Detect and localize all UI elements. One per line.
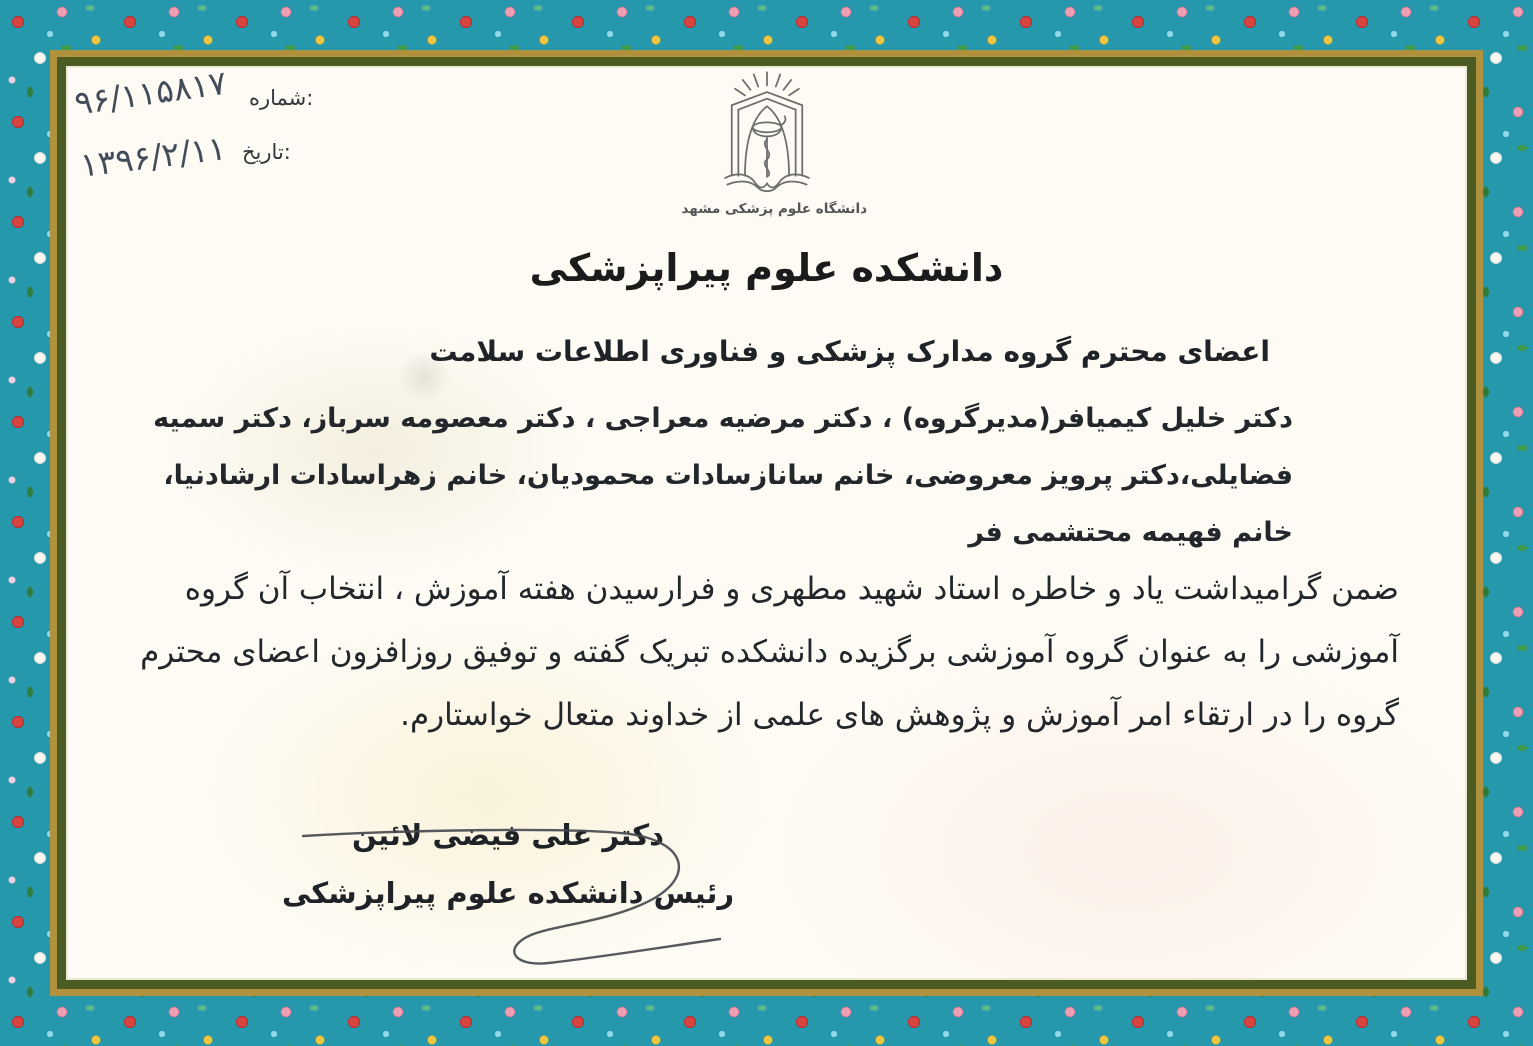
handwritten-letter-number: ۹۶/۱۱۵۸۱۷ — [72, 62, 229, 123]
date-label: تاریخ: — [242, 140, 291, 164]
signatory-title: رئیس دانشکده علوم پیراپزشکی — [281, 876, 735, 910]
handwritten-date: ۱۳۹۶/۲/۱۱ — [78, 128, 228, 185]
recipient-heading: اعضای محترم گروه مدارک پزشکی و فناوری اطلاعات سلامت — [429, 335, 1270, 368]
letter-paper — [68, 62, 1465, 978]
signatory-name: دکتر علی فیضی لائین — [351, 818, 665, 852]
body-paragraph: ضمن گرامیداشت یاد و خاطره استاد شهید مطهری و فرارسیدن هفته آموزش ، انتخاب آن گروه آموزشی را به عنوان گروه آموزشی برگزیده دانشکده تبریک گفته و توفیق روزافزون اعضای محترم گروه را در ارتقاء امر آموزش و پژوهش های علمی از خداوند متعال خواستارم. — [140, 571, 1399, 733]
university-logo — [681, 70, 867, 217]
number-label: شماره: — [249, 86, 314, 110]
logo-caption: دانشگاه علوم پزشکی مشهد — [681, 201, 867, 217]
signature-block — [248, 806, 768, 922]
faculty-title: دانشکده علوم پیراپزشکی — [529, 246, 1004, 290]
recipient-names: دکتر خلیل کیمیافر(مدیرگروه) ، دکتر مرضیه معراجی ، دکتر معصومه سرباز، دکتر سمیه فضایلی،دکتر پرویز معروضی، خانم سانازسادات محمودیان، خانم زهراسادات ارشادنیا، خانم فهیمه محتشمی فر — [153, 403, 1293, 548]
chalice-snake-icon — [752, 116, 785, 177]
university-logo-emblem — [692, 70, 842, 200]
